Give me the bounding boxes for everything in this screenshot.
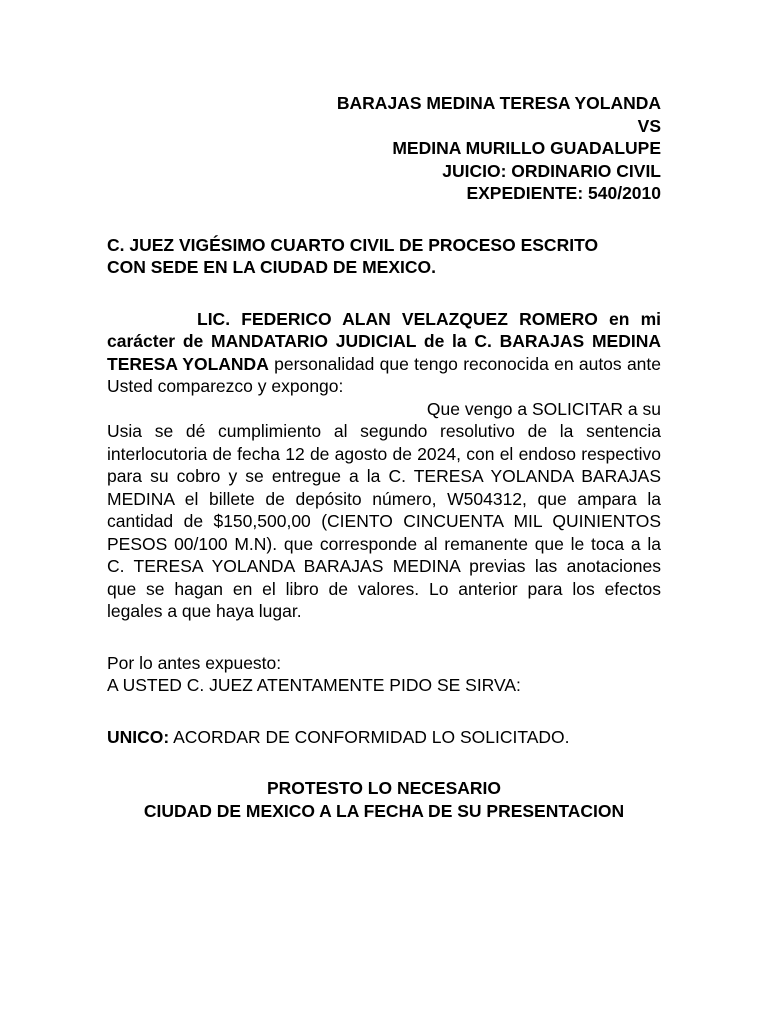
closing-statement: Por lo antes expuesto: bbox=[107, 652, 282, 673]
court-line-1: C. JUEZ VIGÉSIMO CUARTO CIVIL DE PROCESO ESCRITO bbox=[107, 234, 599, 255]
request-body: Usia se dé cumplimiento al segundo resolutivo de la sentencia interlocutoria de fecha 12 de agosto de 2024, con el endoso respectivo para su cobro y se entregue a la C. TERESA YOLANDA BARAJAS MEDINA el billete de depósito número, W504312, que ampara la cantidad de $150,500,00 (CIENTO CINCUENTA MIL QUINIENTOS PESOS 00/100 M.N). que corresponde al remanente que le toca a la C. TERESA YOLANDA BARAJAS MEDINA previas las anotaciones que se hagan en el libro de valores. Lo anterior para los efectos legales a que haya lugar. bbox=[107, 421, 661, 621]
place-date-line: CIUDAD DE MEXICO A LA FECHA DE SU PRESENTACION bbox=[143, 800, 625, 821]
protest-line: PROTESTO LO NECESARIO bbox=[266, 778, 501, 798]
intro-rest: personalidad que tengo reconocida en autos ante Usted comparezco y expongo: bbox=[107, 353, 662, 396]
unico-line bbox=[107, 726, 661, 749]
petition-line: A USTED C. JUEZ ATENTAMENTE PIDO SE SIRVA: bbox=[107, 675, 521, 695]
case-header bbox=[107, 92, 661, 205]
plaintiff-name: BARAJAS MEDINA TERESA YOLANDA bbox=[336, 93, 661, 113]
representative-statement: LIC. FEDERICO ALAN VELAZQUEZ ROMERO en mi carácter de MANDATARIO JUDICIAL de la C. BARAJAS MEDINA TERESA YOLANDA bbox=[107, 308, 661, 374]
unico-label: UNICO: bbox=[107, 726, 170, 747]
unico-text: ACORDAR DE CONFORMIDAD LO SOLICITADO. bbox=[169, 726, 570, 747]
versus-label: VS bbox=[637, 115, 661, 136]
trial-type: JUICIO: ORDINARIO CIVIL bbox=[442, 160, 661, 181]
signature-block bbox=[107, 777, 661, 822]
court-line-2: CON SEDE EN LA CIUDAD DE MEXICO. bbox=[107, 257, 436, 277]
defendant-name: MEDINA MURILLO GUADALUPE bbox=[392, 138, 661, 158]
request-paragraph bbox=[107, 398, 661, 623]
request-opening: Que vengo a SOLICITAR a su bbox=[426, 398, 661, 419]
intro-paragraph bbox=[107, 308, 661, 398]
document-page bbox=[107, 92, 661, 822]
case-file-number: EXPEDIENTE: 540/2010 bbox=[466, 183, 661, 203]
court-addressee bbox=[107, 234, 661, 279]
